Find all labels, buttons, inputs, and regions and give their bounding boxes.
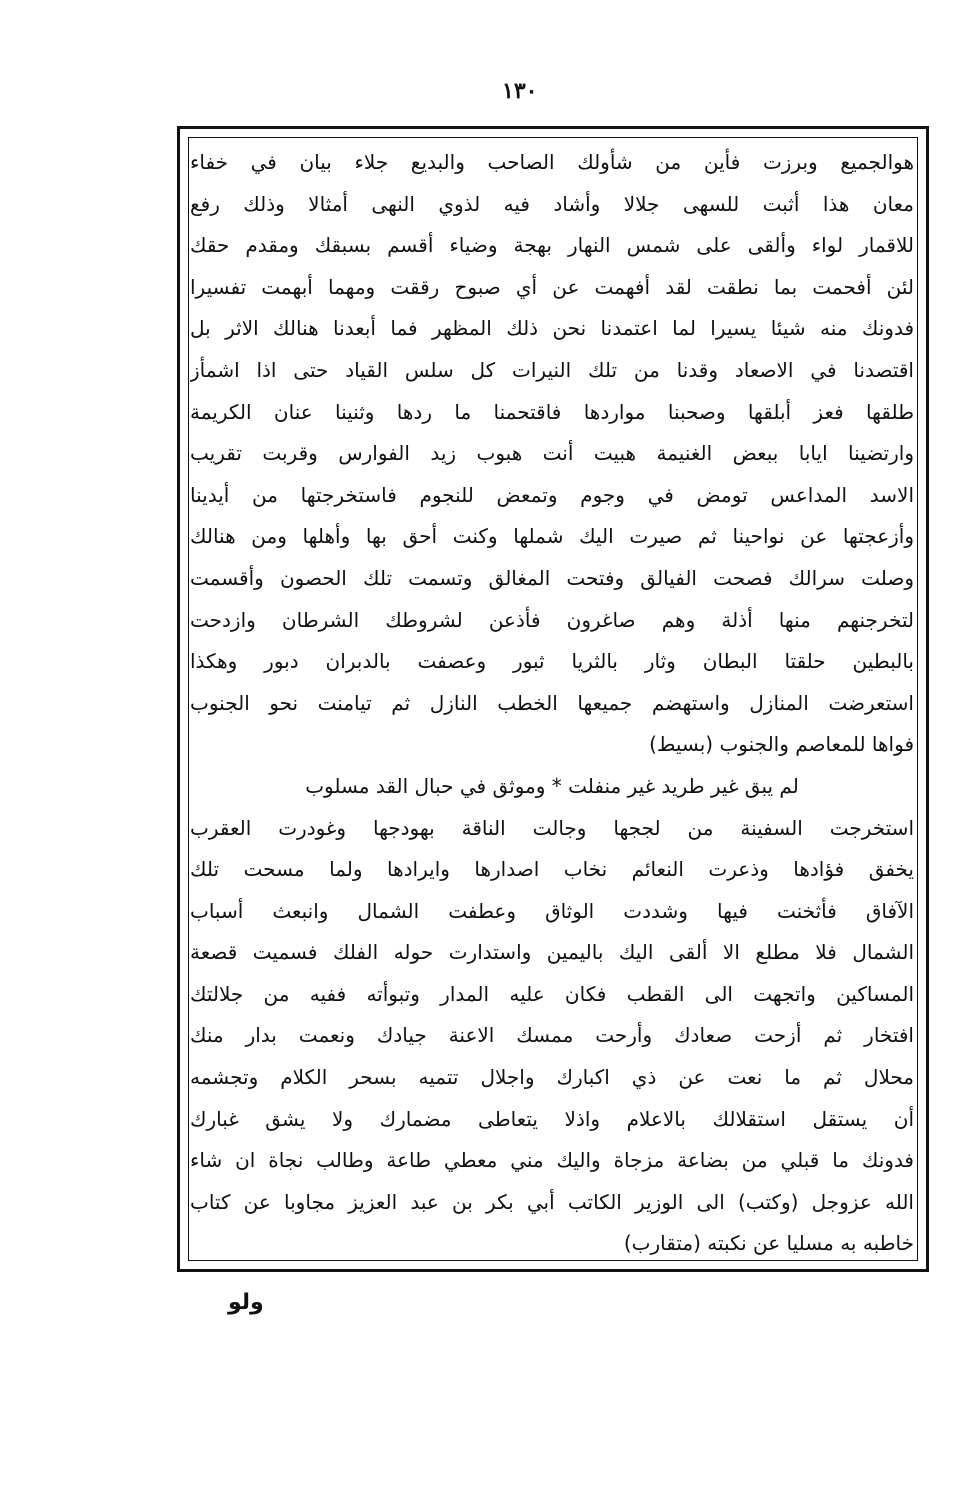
- text-line: فواها للمعاصم والجنوب (بسيط): [649, 732, 914, 757]
- text-line: خاطبه به مسليا عن نكبته (متقارب): [623, 1231, 914, 1256]
- page-number: ١٣٠: [502, 78, 538, 104]
- text-line: الشمال فلا مطلع الا ألقى اليك باليمين واستدارت حوله الفلك فسميت قصعة: [190, 940, 914, 965]
- text-line: افتخار ثم أزحت صعادك وأرحت ممسك الاعنة جيادك ونعمت بدار منك: [190, 1023, 914, 1048]
- text-line: فدونك ما قبلي من بضاعة مزجاة واليك مني معطي طاعة وطالب نجاة ان شاء: [190, 1148, 914, 1173]
- text-line: بالبطين حلقتا البطان وثار بالثريا ثبور وعصفت بالدبران دبور وهكذا: [190, 649, 914, 674]
- text-line: المساكين واتجهت الى القطب فكان عليه المدار وتبوأته ففيه من جلالتك: [190, 981, 914, 1006]
- text-line: الاسد المداعس تومض في وجوم وتمعض للنجوم فاستخرجتها من أيدينا: [190, 482, 914, 507]
- text-line: محلال ثم ما نعت عن ذي اكبارك واجلال تتميه بسحر الكلام وتجشمه: [190, 1065, 914, 1090]
- text-line: للاقمار لواء وألقى على شمس النهار بهجة وضياء أقسم بسبقك ومقدم حقك: [190, 233, 914, 258]
- text-line: وأزعجتها عن نواحينا ثم صيرت اليك شملها وكنت أحق بها وأهلها ومن هنالك: [190, 524, 914, 549]
- text-line: الله عزوجل (وكتب) الى الوزير الكاتب أبي بكر بن عبد العزيز مجاوبا عن كتاب: [190, 1189, 914, 1214]
- text-line: اقتصدنا في الاصعاد وقدنا من تلك النيرات كل سلس القياد حتى اذا اشمأز: [190, 357, 914, 382]
- text-line: هوالجميع وبرزت فأين من شأولك الصاحب والبديع جلاء بيان في خفاء: [190, 150, 914, 174]
- text-line: لم يبق غير طريد غير منفلت * وموثق في حبال القد مسلوب: [305, 773, 799, 798]
- text-line: وارتضينا ايابا ببعض الغنيمة هبيت أنت هبوب زيد الفوارس وقربت تقريب: [190, 441, 914, 466]
- text-line: الآفاق فأثخنت فيها وشددت الوثاق وعطفت الشمال وانبعث أسباب: [190, 898, 914, 923]
- text-line: طلقها فعز أبلقها وصحبنا مواردها فاقتحمنا ما ردها وثنينا عنان الكريمة: [190, 399, 914, 424]
- text-line: لتخرجنهم منها أذلة وهم صاغرون فأذعن لشروطك الشرطان وازدحت: [190, 607, 914, 632]
- text-line: استعرضت المنازل واستهضم جميعها الخطب النازل ثم تيامنت نحو الجنوب: [190, 690, 914, 715]
- catchword: ولو: [228, 1290, 264, 1315]
- main-text: [190, 142, 914, 1265]
- text-line: أن يستقل استقلالك بالاعلام واذلا يتعاطى مضمارك ولا يشق غبارك: [190, 1106, 914, 1131]
- text-line: وصلت سرالك فصحت الفيالق وفتحت المغالق وتسمت تلك الحصون وأقسمت: [190, 565, 914, 590]
- text-line: لئن أفحمت بما نطقت لقد أفهمت عن أي صبوح رققت ومهما أبهمت تفسيرا: [190, 274, 914, 299]
- text-line: يخفق فؤادها وذعرت النعائم نخاب اصدارها وايرادها ولما مسحت تلك: [190, 857, 914, 882]
- text-line: معان هذا أثبت للسهى جلالا وأشاد فيه لذوي النهى أمثالا وذلك رفع: [190, 191, 914, 216]
- text-line: استخرجت السفينة من لججها وجالت الناقة بهودجها وغودرت العقرب: [190, 815, 914, 840]
- text-line: فدونك منه شيئا يسيرا لما اعتمدنا نحن ذلك المظهر فما أبعدنا هنالك الاثر بل: [190, 316, 914, 341]
